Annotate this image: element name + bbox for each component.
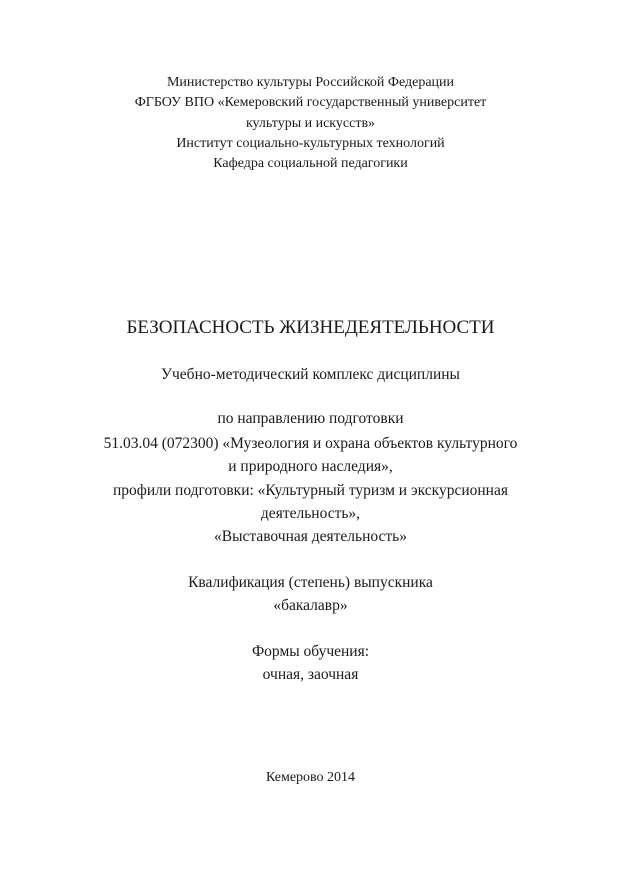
city-year: Кемерово 2014 bbox=[265, 770, 356, 785]
direction-line-1: по направлению подготовки bbox=[217, 410, 404, 427]
ministry-line: Министерство культуры Российской Федерации bbox=[166, 75, 455, 90]
university-line-2: культуры и искусств» bbox=[245, 116, 376, 131]
institute-line: Институт социально-культурных технологий bbox=[176, 136, 445, 151]
department-line: Кафедра социальной педагогики bbox=[213, 156, 408, 171]
qualification-value: «бакалавр» bbox=[273, 597, 348, 614]
study-forms-label: Формы обучения: bbox=[251, 643, 370, 660]
direction-line-3: и природного наследия», bbox=[228, 458, 393, 475]
profile-line-2: деятельность», bbox=[260, 505, 361, 522]
profile-line-1: профили подготовки: «Культурный туризм и экскурсионная bbox=[113, 482, 508, 499]
direction-line-2: 51.03.04 (072300) «Музеология и охрана объектов культурного bbox=[103, 435, 518, 452]
university-line-1: ФГБОУ ВПО «Кемеровский государственный университет bbox=[134, 95, 487, 110]
document-subtitle: Учебно-методический комплекс дисциплины bbox=[161, 366, 460, 383]
qualification-label: Квалификация (степень) выпускника bbox=[188, 574, 433, 591]
study-forms-value: очная, заочная bbox=[262, 666, 359, 683]
profile-line-3: «Выставочная деятельность» bbox=[213, 528, 408, 545]
document-title: БЕЗОПАСНОСТЬ ЖИЗНЕДЕЯТЕЛЬНОСТИ bbox=[126, 317, 495, 338]
